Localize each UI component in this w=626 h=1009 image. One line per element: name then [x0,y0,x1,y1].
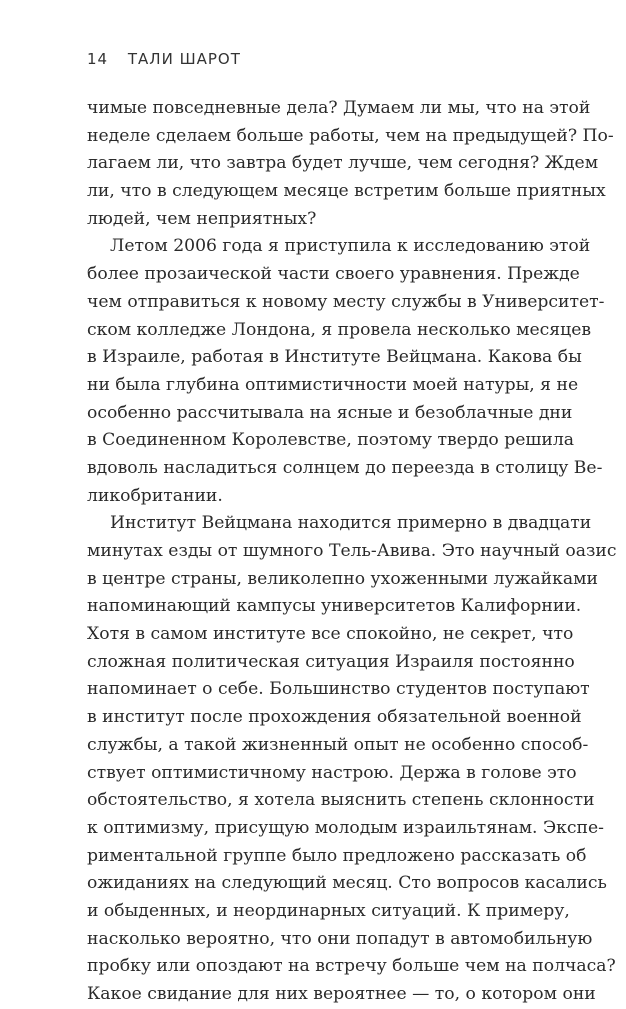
text-line: ликобритании. [87,485,223,506]
text-line: людей, чем неприятных? [87,208,317,229]
text-line: неделе сделаем больше работы, чем на предыдущей? По- [87,125,614,146]
text-line: более прозаической части своего уравнения. Прежде [87,264,580,285]
text-line: к оптимизму, присущую молодым израильтянам. Экспе- [87,817,604,838]
text-line: напоминает о себе. Большинство студентов поступают [87,679,590,700]
text-line: вдоволь насладиться солнцем до переезда в столицу Ве- [87,457,603,478]
text-line: в Соединенном Королевстве, поэтому твердо решила [87,430,574,451]
text-line: чем отправиться к новому месту службы в Университет- [87,291,605,312]
text-line: в институт после прохождения обязательной военной [87,707,582,728]
text-line: обстоятельство, я хотела выяснить степень склонности [87,790,595,811]
text-line: чимые повседневные дела? Думаем ли мы, что на этой [87,98,591,118]
text-line: Летом 2006 года я приступила к исследованию этой [110,236,591,257]
text-line: особенно рассчитывала на ясные и безоблачные дни [87,402,573,423]
text-line: лагаем ли, что завтра будет лучше, чем сегодня? Ждем [87,153,599,174]
text-line: ли, что в следующем месяце встретим больше приятных [87,181,606,202]
text-line: ствует оптимистичному настрою. Держа в голове это [87,762,577,783]
text-line: Институт Вейцмана находится примерно в двадцати [110,513,592,534]
text-line: минутах езды от шумного Тель-Авива. Это научный оазис [87,541,617,561]
text-line: в Израиле, работая в Институте Вейцмана. Какова бы [87,347,582,368]
text-line: насколько вероятно, что они попадут в автомобильную [87,928,593,949]
body-text [87,95,617,1009]
text-line: Какое свидание для них вероятнее — то, о котором они [87,984,596,1004]
text-line: ожиданиях на следующий месяц. Сто вопросов касались [87,873,607,894]
text-line: в центре страны, великолепно ухоженными лужайками [87,568,598,589]
page-number: 14 [87,50,109,68]
text-line: Хотя в самом институте все спокойно, не секрет, что [87,624,574,645]
text-line: риментальной группе было предложено рассказать об [87,845,587,866]
text-line: ском колледже Лондона, я провела несколько месяцев [87,319,592,340]
text-line: службы, а такой жизненный опыт не особенно способ- [87,734,589,755]
text-line: напоминающий кампусы университетов Калифорнии. [87,596,582,617]
text-line: пробку или опоздают на встречу больше чем на полчаса? [87,956,616,977]
text-line: сложная политическая ситуация Израиля постоянно [87,651,575,672]
text-line: и обыденных, и неординарных ситуаций. К примеру, [87,900,570,921]
text-line: ни была глубина оптимистичности моей натуры, я не [87,374,579,395]
running-header [87,50,241,68]
author-name: ТАЛИ ШАРОТ [127,50,241,68]
